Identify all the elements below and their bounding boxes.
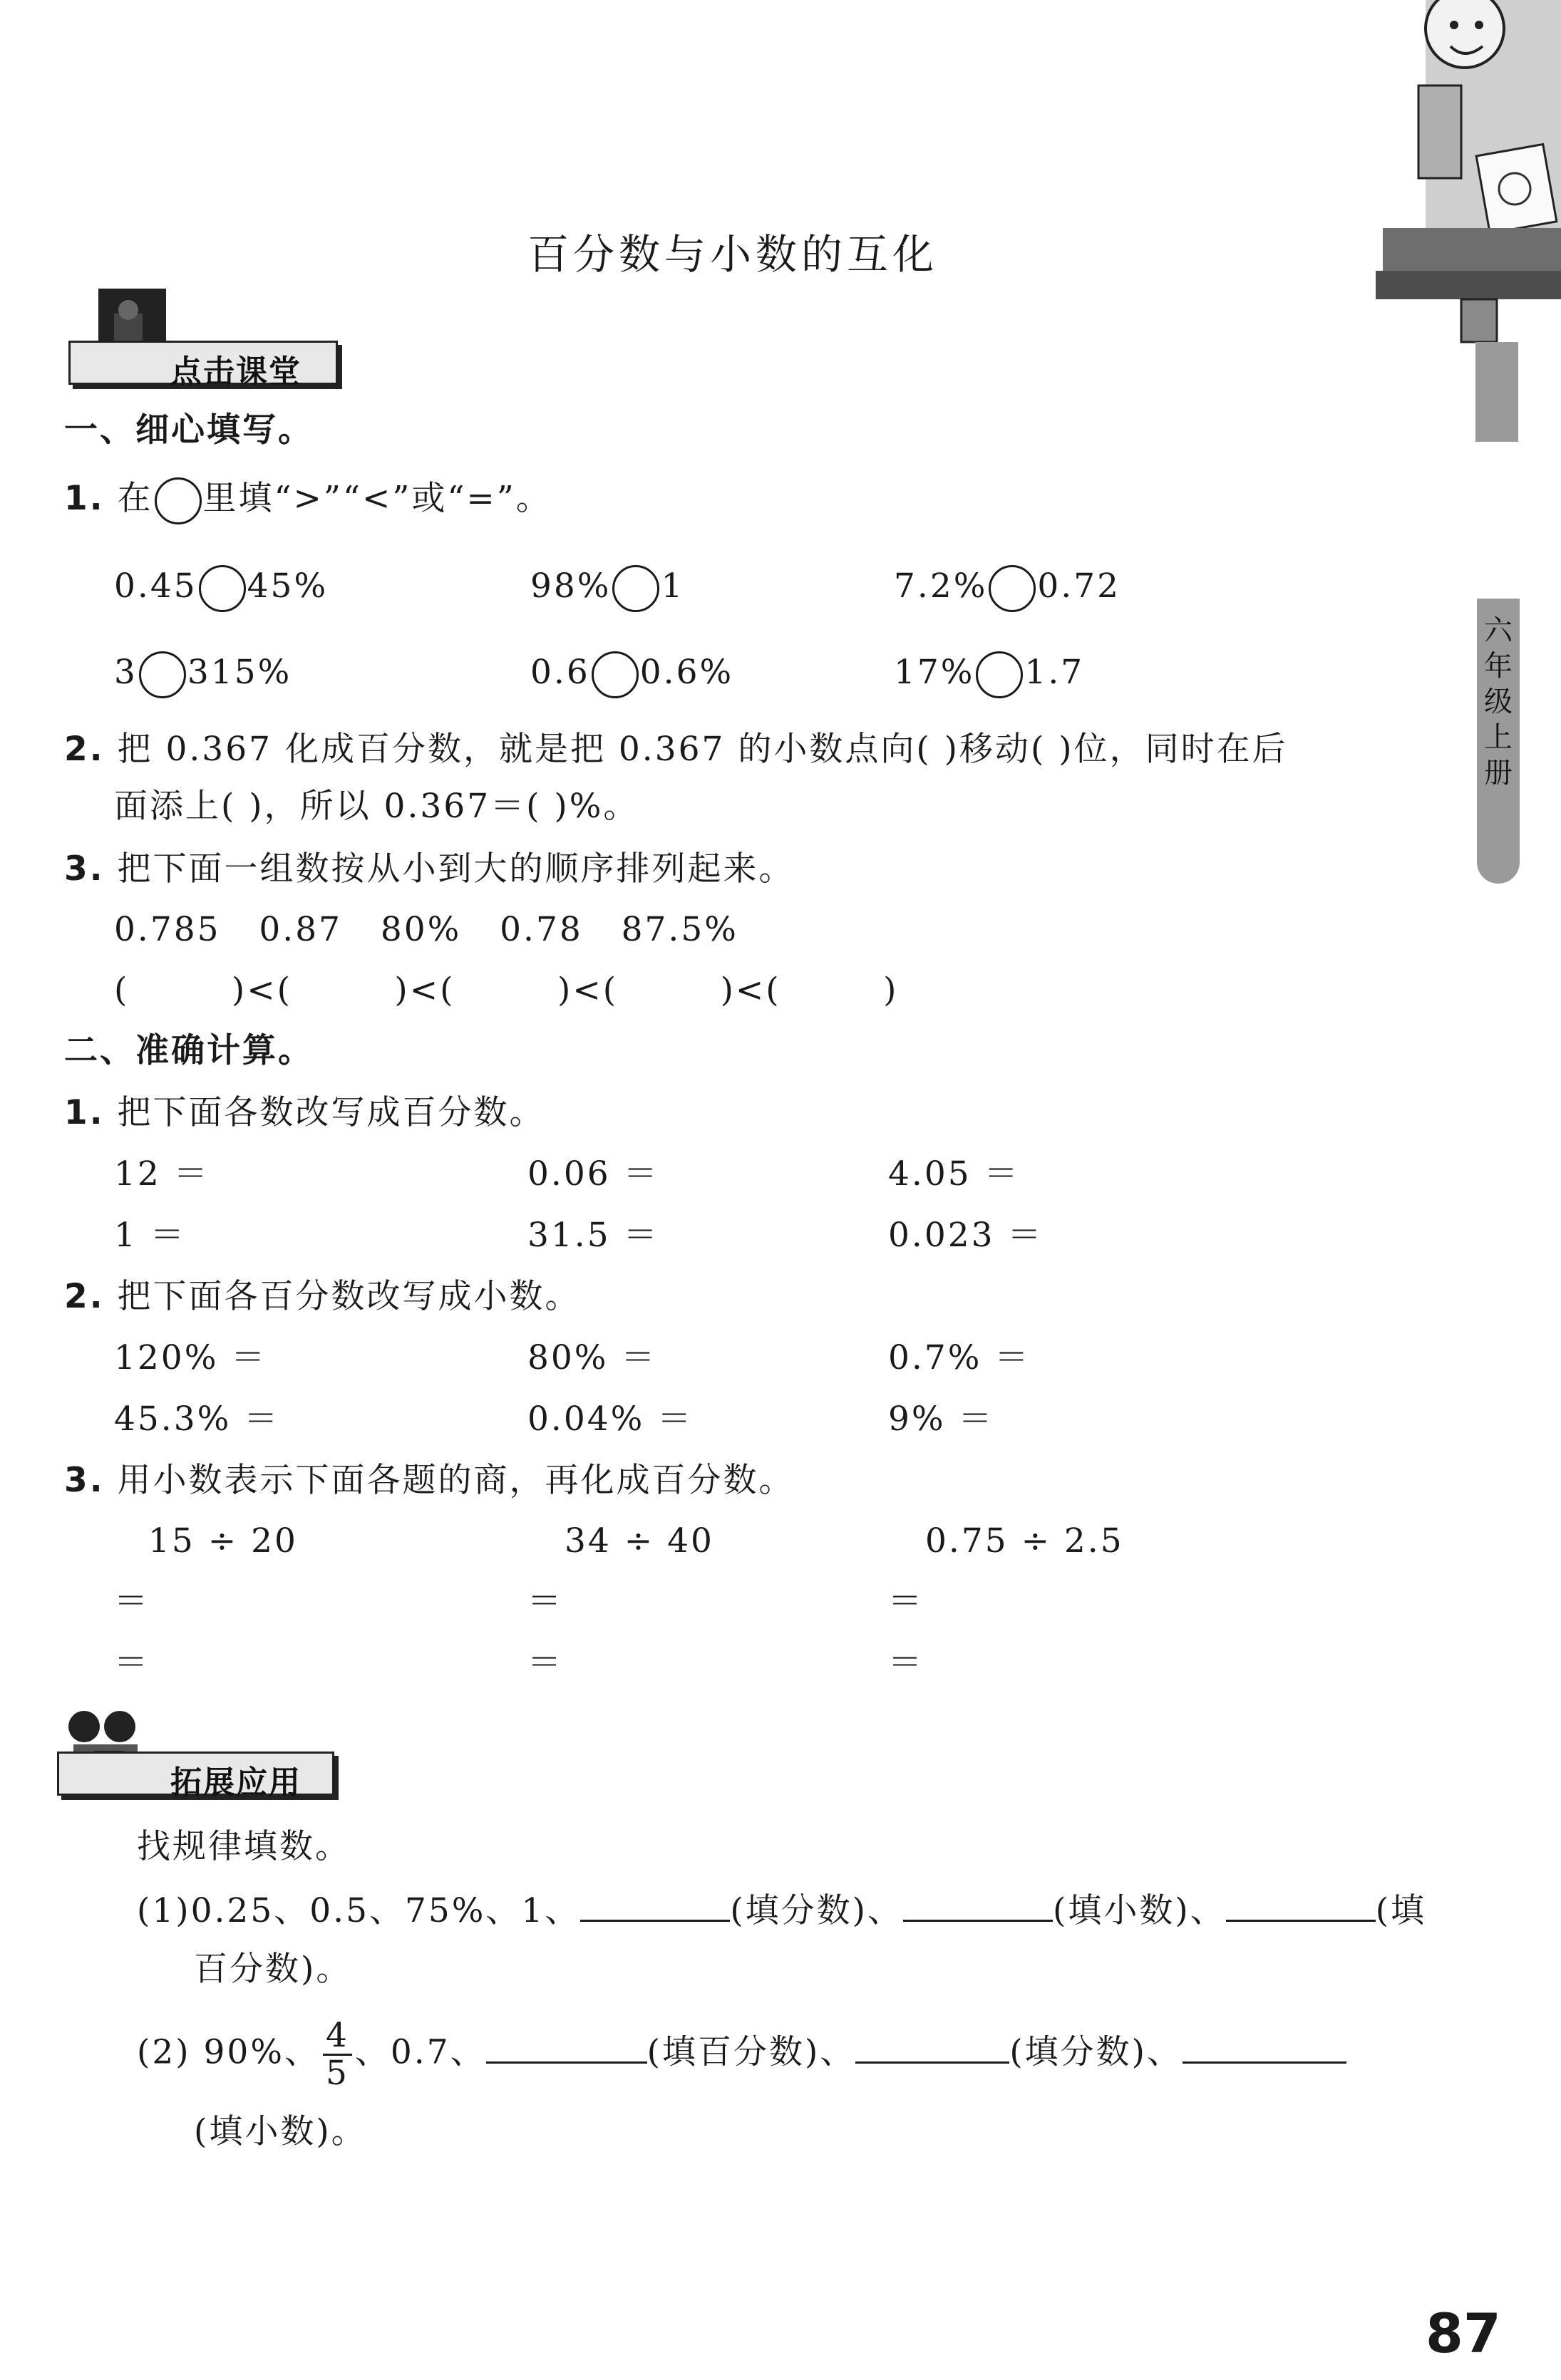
- conversion-item[interactable]: 12 ＝: [114, 1154, 210, 1194]
- section-banner-classroom: 点击课堂: [68, 341, 338, 385]
- conversion-item[interactable]: 0.023 ＝: [888, 1216, 1044, 1255]
- side-tab-label: 六 年 级 上 册: [1484, 614, 1513, 790]
- s2-q1: 1. 把下面各数改写成百分数。: [64, 1093, 545, 1132]
- s3-p2-cont: (填小数)。: [194, 2112, 367, 2151]
- conversion-item[interactable]: 31.5 ＝: [527, 1216, 659, 1255]
- compare-circle[interactable]: [139, 651, 186, 698]
- s1-q2-line2: 面添上( )，所以 0.367＝( )%。: [114, 787, 639, 826]
- division-item: 0.75 ÷ 2.5: [925, 1521, 1124, 1561]
- compare-item: 0.45 45%: [114, 565, 328, 612]
- answer-blank[interactable]: [1183, 2033, 1346, 2064]
- equals-sign: ＝: [888, 1582, 924, 1621]
- s3-intro: 找规律填数。: [137, 1827, 351, 1866]
- answer-blank[interactable]: [580, 1891, 730, 1922]
- division-item: 34 ÷ 40: [565, 1521, 714, 1561]
- s3-p1-cont: 百分数)。: [194, 1950, 352, 1989]
- s3-p1: (1)0.25、0.5、75%、1、 (填分数)、 (填小数)、 (填: [137, 1891, 1427, 1930]
- compare-item: 0.6 0.6%: [530, 651, 733, 698]
- answer-blank[interactable]: [486, 2033, 647, 2064]
- conversion-item[interactable]: 120% ＝: [114, 1338, 267, 1377]
- compare-circle[interactable]: [592, 651, 639, 698]
- conversion-item[interactable]: 0.04% ＝: [527, 1399, 694, 1439]
- fraction: $\frac{4}{5}$: [323, 2018, 352, 2091]
- compare-item: 98% 1: [530, 565, 684, 612]
- division-item: 15 ÷ 20: [148, 1521, 298, 1561]
- conversion-item[interactable]: 4.05 ＝: [888, 1154, 1020, 1194]
- s1-q1: 1. 在 里填“>”“<”或“=”。: [64, 477, 552, 524]
- answer-blank[interactable]: [1226, 1891, 1376, 1922]
- compare-circle[interactable]: [989, 565, 1036, 612]
- equals-sign: ＝: [888, 1643, 924, 1682]
- s2-q3: 3. 用小数表示下面各题的商，再化成百分数。: [64, 1461, 795, 1500]
- compare-circle[interactable]: [976, 651, 1023, 698]
- section2-heading: 二、准确计算。: [64, 1031, 314, 1070]
- blank-circle[interactable]: [155, 477, 202, 524]
- conversion-item[interactable]: 45.3% ＝: [114, 1399, 280, 1439]
- answer-blank[interactable]: [855, 2033, 1009, 2064]
- equals-sign: ＝: [114, 1582, 150, 1621]
- s1-q3: 3. 把下面一组数按从小到大的顺序排列起来。: [64, 849, 795, 889]
- page-number: 87: [1426, 2302, 1501, 2365]
- s1-q3-blanks[interactable]: ( )<( )<( )<( )<( ): [114, 971, 899, 1010]
- equals-sign: ＝: [114, 1643, 150, 1682]
- compare-item: 3 315%: [114, 651, 292, 698]
- page-title: 百分数与小数的互化: [527, 230, 939, 279]
- corner-illustration: [1340, 0, 1561, 442]
- s3-p2: (2) 90%、 $\frac{4}{5}$ 、0.7、 (填百分数)、 (填分数)、: [137, 2018, 1346, 2091]
- compare-circle[interactable]: [199, 565, 246, 612]
- section1-heading: 一、细心填写。: [64, 410, 314, 450]
- s1-q3-numbers: 0.785 0.87 80% 0.78 87.5%: [114, 910, 738, 949]
- section-banner-extension: 拓展应用: [57, 1752, 334, 1796]
- compare-circle[interactable]: [612, 565, 659, 612]
- answer-blank[interactable]: [903, 1891, 1053, 1922]
- compare-item: 7.2% 0.72: [894, 565, 1120, 612]
- compare-item: 17% 1.7: [894, 651, 1084, 698]
- conversion-item[interactable]: 80% ＝: [527, 1338, 657, 1377]
- s2-q2: 2. 把下面各百分数改写成小数。: [64, 1277, 581, 1316]
- conversion-item[interactable]: 9% ＝: [888, 1399, 994, 1439]
- conversion-item[interactable]: 0.06 ＝: [527, 1154, 659, 1194]
- equals-sign: ＝: [527, 1582, 563, 1621]
- s1-q2-line1: 2. 把 0.367 化成百分数，就是把 0.367 的小数点向( )移动( )位，同时在后: [64, 730, 1288, 769]
- conversion-item[interactable]: 1 ＝: [114, 1216, 186, 1255]
- equals-sign: ＝: [527, 1643, 563, 1682]
- conversion-item[interactable]: 0.7% ＝: [888, 1338, 1031, 1377]
